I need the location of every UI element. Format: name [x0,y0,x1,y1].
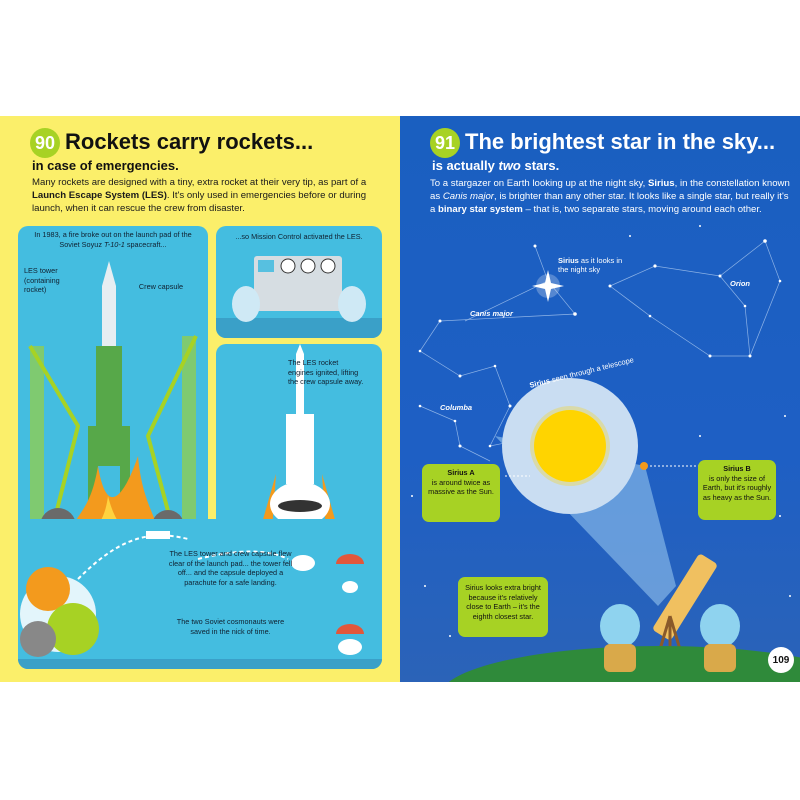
right-page [400,116,800,682]
panel2-caption: ...so Mission Control activated the LES. [235,232,363,241]
escape-landing-illustration [18,519,382,669]
fact-number-badge: 91 [430,128,460,158]
sirius-a-box [422,464,500,522]
telescope-view-label: Sirius seen through a telescope [528,355,635,390]
sirius-b-text: is only the size of Earth, but it's roughly as heavy as the Sun. [702,473,772,502]
page-title: Rockets carry rockets... [65,129,314,154]
panel1-caption: In 1983, a fire broke out on the launch pad of the Soviet Soyuz T-10-1 spacecraft... [34,230,192,249]
fact-number-badge: 90 [30,128,60,158]
panel-escape-landing [18,519,382,669]
sirius-b-title: Sirius B [723,464,751,473]
sirius-a-title: Sirius A [447,468,475,477]
intro-paragraph: To a stargazer on Earth looking up at the night sky, Sirius, in the constellation known as Canis major, is brighter than any other star. It looks like a single star, but really it's a binary star system – that is, two separate stars, moving around each other. [430,178,790,215]
sirius-a-text: is around twice as massive as the Sun. [428,477,494,496]
panel-mission-control [216,226,382,338]
orion-label: Orion [730,279,750,288]
les-tower-label: LES tower (containing rocket) [24,266,60,294]
columba-label: Columba [440,403,473,412]
page-title: The brightest star in the sky... [465,129,776,154]
mission-control-illustration [216,226,382,338]
canis-major-label: Canis major [470,309,513,318]
crew-capsule-label: Crew capsule [138,282,184,291]
panel3-caption: The LES rocket engines ignited, lifting the crew capsule away. [288,358,364,386]
page-number: 109 [768,647,794,673]
brightness-note-box: Sirius looks extra bright because it's relatively close to Earth – it's the eighth closest star. [458,577,548,637]
intro-paragraph: Many rockets are designed with a tiny, extra rocket at their very tip, as part of a Launch Escape System (LES). It's only used in emergencies before or during launch, when it can rescue the crew from disaster. [32,177,367,214]
panel4-caption-main: The LES tower and crew capsule flew clear of the launch pad... the tower fell off... and the capsule deployed a parachute for a safe landing. [168,549,293,587]
page-subtitle: in case of emergencies. [32,158,179,173]
left-page [0,116,400,682]
sirius-night-sky-label: Sirius as it looks in the night sky [558,256,623,274]
panel4-caption-cosmonauts: The two Soviet cosmonauts were saved in the nick of time. [176,617,285,636]
book-spread [0,116,800,682]
page-subtitle: is actually two stars. [432,158,560,173]
sirius-b-box [698,460,776,520]
